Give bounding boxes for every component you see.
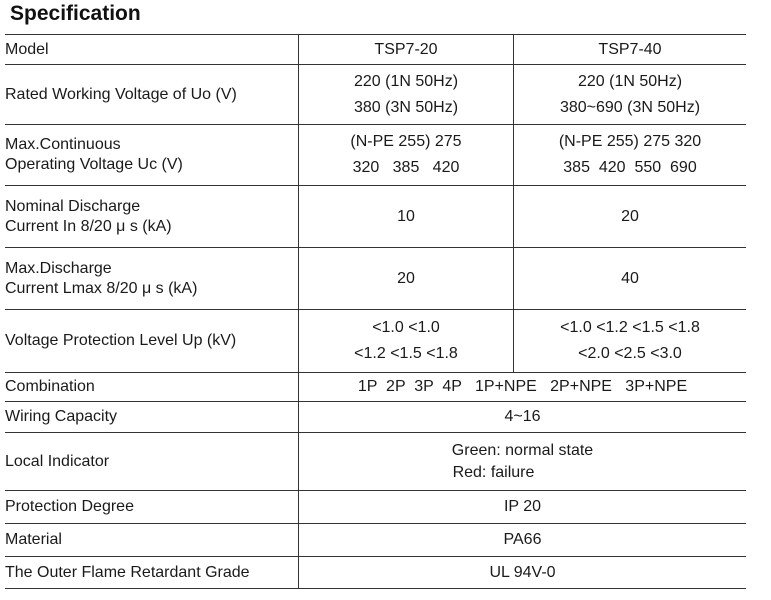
row-label: Protection Degree: [5, 491, 299, 524]
row-label: Model: [5, 35, 299, 65]
cell-tsp7-40: [514, 125, 747, 186]
cell-tsp7-40: 40: [514, 248, 747, 310]
table-row-protection-degree: [5, 491, 746, 524]
row-label: Material: [5, 524, 299, 557]
cell-tsp7-20: [299, 125, 514, 186]
table-row-nominal-discharge: [5, 186, 746, 248]
label-line: Nominal Discharge: [5, 197, 141, 215]
cell-shared: [299, 433, 747, 491]
value-line: <1.0 <1.2 <1.5 <1.8: [560, 319, 700, 336]
value-line: 380 (3N 50Hz): [353, 98, 459, 116]
table-row-model: [5, 35, 746, 65]
table-row-protection-level: [5, 310, 746, 373]
cell-tsp7-20: [299, 65, 514, 125]
cell-tsp7-40: TSP7-40: [514, 35, 747, 65]
value-line: Red: failure: [452, 463, 535, 481]
value-line: 380~690 (3N 50Hz): [559, 98, 701, 116]
cell-tsp7-40: [514, 65, 747, 125]
specification-table: [5, 34, 746, 589]
row-label: Voltage Protection Level Up (kV): [5, 310, 299, 373]
cell-shared: PA66: [299, 524, 747, 557]
value-line: <1.0 <1.0: [372, 319, 440, 336]
label-line: Current In 8/20 μ s (kA): [5, 217, 172, 235]
row-label: [5, 248, 299, 310]
cell-tsp7-40: 20: [514, 186, 747, 248]
value-line: 220 (1N 50Hz): [577, 72, 683, 90]
cell-tsp7-20: [299, 310, 514, 373]
value-line: (N-PE 255) 275 320: [558, 133, 702, 150]
label-line: Current Lmax 8/20 μ s (kA): [5, 279, 198, 297]
page-title: Specification: [10, 2, 141, 25]
label-line: Max.Discharge: [5, 259, 112, 277]
cell-tsp7-20: TSP7-20: [299, 35, 514, 65]
cell-shared: IP 20: [299, 491, 747, 524]
row-label: [5, 125, 299, 186]
row-label: The Outer Flame Retardant Grade: [5, 557, 299, 589]
table-row-flame-grade: [5, 557, 746, 589]
table-row-material: [5, 524, 746, 557]
table-row-rated-voltage: [5, 65, 746, 125]
row-label: [5, 186, 299, 248]
table-row-local-indicator: [5, 433, 746, 491]
cell-tsp7-40: [514, 310, 747, 373]
table-row-wiring-capacity: [5, 402, 746, 433]
table-row-combination: [5, 373, 746, 402]
value-line: (N-PE 255) 275: [350, 133, 462, 150]
value-line: Green: normal state: [451, 441, 594, 459]
cell-tsp7-20: 20: [299, 248, 514, 310]
cell-shared: UL 94V-0: [299, 557, 747, 589]
value-line: 385 420 550 690: [563, 159, 697, 176]
label-line: Max.Continuous: [5, 136, 121, 153]
cell-shared: 4~16: [299, 402, 747, 433]
value-line: <1.2 <1.5 <1.8: [354, 345, 458, 362]
row-label: Combination: [5, 373, 299, 402]
cell-shared: 1P 2P 3P 4P 1P+NPE 2P+NPE 3P+NPE: [299, 373, 747, 402]
value-line: 220 (1N 50Hz): [353, 72, 459, 90]
table-row-max-continuous: [5, 125, 746, 186]
cell-tsp7-20: 10: [299, 186, 514, 248]
row-label: Local Indicator: [5, 433, 299, 491]
value-line: <2.0 <2.5 <3.0: [578, 345, 682, 362]
label-line: Operating Voltage Uc (V): [5, 156, 183, 173]
table-row-max-discharge: [5, 248, 746, 310]
row-label: Rated Working Voltage of Uo (V): [5, 65, 299, 125]
row-label: Wiring Capacity: [5, 402, 299, 433]
value-line: 320 385 420: [352, 159, 460, 176]
